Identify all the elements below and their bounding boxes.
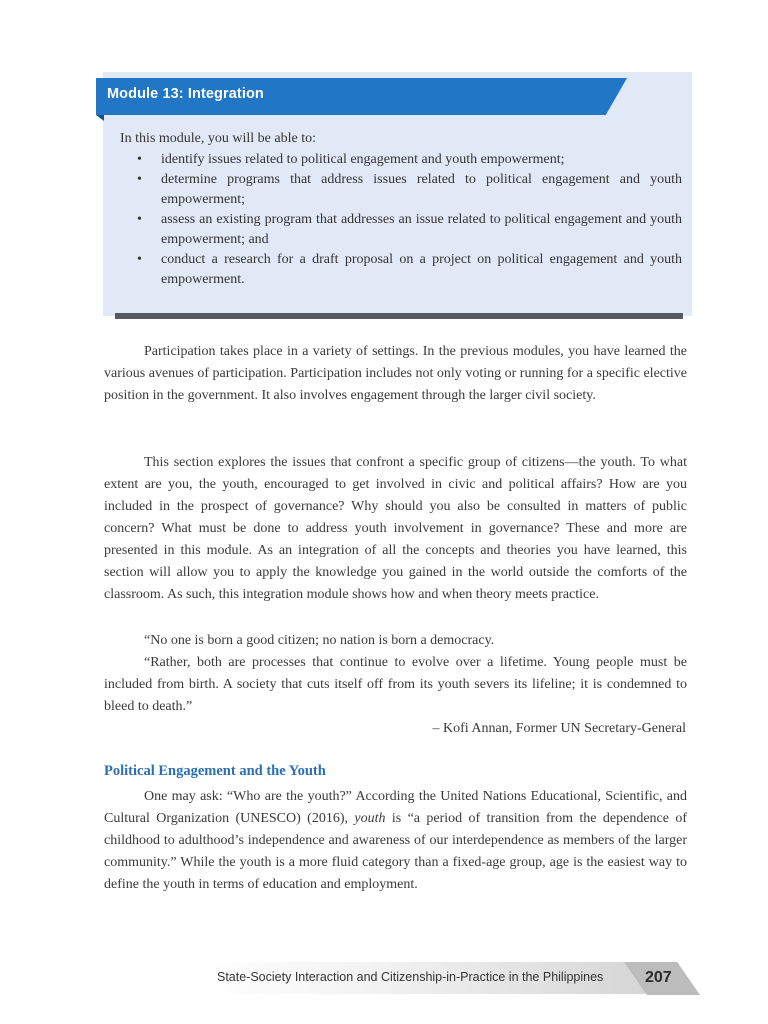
paragraph-section-intro: This section explores the issues that confront a specific group of citizens—the youth. To what extent are you, the youth, encouraged to get involved in civic and political affairs? How are you included in the prospect of governance? Why should you also be consulted in matters of public concern? What must be done to address youth involvement in governance? These and more are presented in this module. As an integration of all the concepts and theories you have learned, this section will allow you to apply the knowledge you gained in the world outside the comforts of the classroom. As such, this integration module shows how and when theory meets practice. — [104, 455, 687, 602]
module-banner-fold — [96, 115, 104, 121]
bullet-icon: • — [137, 152, 142, 167]
quote-line-2: “Rather, both are processes that continue to evolve over a lifetime. Young people must be included from birth. A society that cuts itself off from its youth severs its lifeline; it is condemned to bleed to death.” — [104, 655, 687, 714]
objective-text: determine programs that address issues related to political engagement and youth empowerment; — [161, 172, 682, 207]
objective-item — [137, 250, 682, 290]
objective-item — [137, 170, 682, 210]
paragraph-youth-definition — [104, 786, 687, 896]
paragraph-text: One may ask: “Who are the youth?” According the United Nations Educational, Scientific, and Cultural Organization (UNESCO) (2016), — [104, 789, 687, 826]
objective-text: identify issues related to political engagement and youth empowerment; — [161, 152, 565, 167]
module-title: Module 13: Integration — [107, 86, 264, 102]
objective-text: conduct a research for a draft proposal on a project on political engagement and youth empowerment. — [161, 252, 682, 287]
quote-attribution: – Kofi Annan, Former UN Secretary-General — [432, 721, 686, 736]
section-heading: Political Engagement and the Youth — [104, 763, 326, 779]
bullet-icon: • — [137, 252, 142, 267]
module-divider — [115, 313, 683, 319]
objective-item — [137, 210, 682, 250]
bullet-icon: • — [137, 172, 142, 187]
paragraph-text: is “a period of transition from the dependence of childhood to adulthood’s independence and awareness of our interdependence as members of the larger community.” While the youth is a more fluid category than a fixed-age group, age is the easiest way to define the youth in terms of education and employment. — [104, 811, 687, 892]
module-intro: In this module, you will be able to: — [120, 131, 316, 146]
objective-text: assess an existing program that addresses an issue related to political engagement and youth empowerment; and — [161, 212, 682, 247]
objectives-list — [137, 150, 682, 290]
page-number: 207 — [645, 969, 672, 986]
footer-title: State-Society Interaction and Citizenship-in-Practice in the Philippines — [217, 970, 604, 984]
quote-line-1: “No one is born a good citizen; no nation is born a democracy. — [144, 633, 495, 648]
objective-item — [137, 150, 682, 170]
emphasized-term: youth — [354, 811, 386, 826]
bullet-icon: • — [137, 212, 142, 227]
paragraph-participation: Participation takes place in a variety of settings. In the previous modules, you have learned the various avenues of participation. Participation includes not only voting or running for a specific elective position in the government. It also involves engagement through the larger civil society. — [104, 344, 687, 403]
